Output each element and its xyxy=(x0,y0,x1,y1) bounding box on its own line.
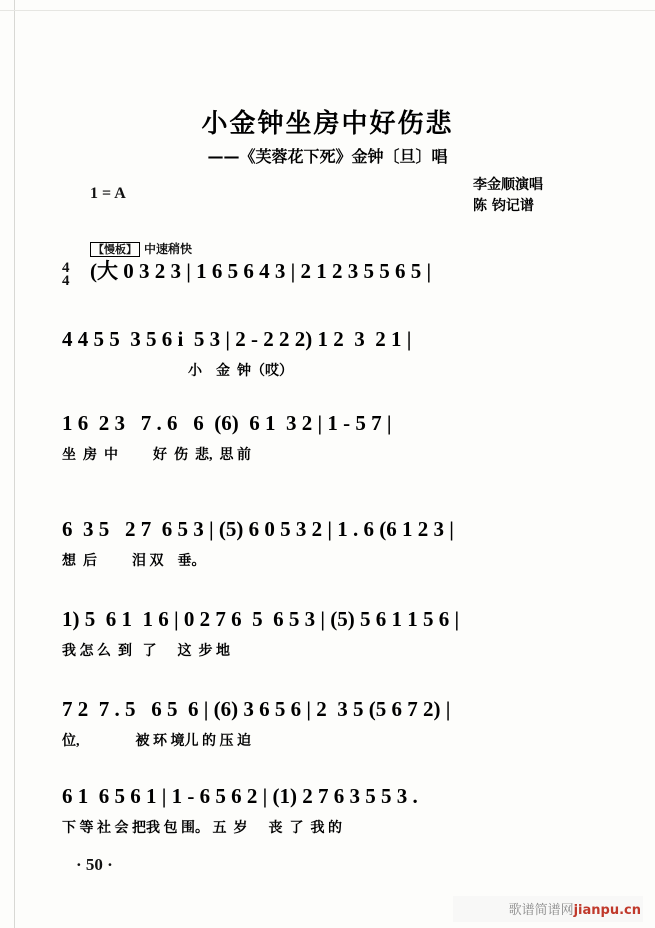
lyrics-line: 下 等 社 会 把我 包 围。 五 岁 丧 了 我 的 xyxy=(62,821,342,836)
music-system-1 xyxy=(90,260,630,292)
page-edge-line-top xyxy=(0,10,655,11)
music-system-6 xyxy=(62,698,602,750)
notation-line: 6 1 6 5 6 1 | 1 - 6 5 6 2 | (1) 2 7 6 3 5 5 3 . xyxy=(62,784,418,808)
page-title: 小金钟坐房中好伤悲 xyxy=(201,109,454,139)
lyrics-line: 小 金 钟（哎） xyxy=(62,364,293,379)
music-system-3 xyxy=(62,412,602,464)
time-signature-numerator: 4 xyxy=(62,260,70,276)
watermark-domain: jianpu.cn xyxy=(573,903,641,918)
notation-line: (大 0 3 2 3 | 1 6 5 6 4 3 | 2 1 2 3 5 5 6 5 | xyxy=(90,259,432,283)
page-subtitle: ——《芙蓉花下死》金钟〔旦〕唱 xyxy=(207,147,448,166)
credits-block xyxy=(473,175,543,217)
music-system-4 xyxy=(62,518,602,570)
lyrics-line: 坐 房 中 好 伤 悲, 思 前 xyxy=(62,448,251,463)
credit-notator: 陈 钧记谱 xyxy=(473,198,534,214)
notation-line: 1) 5 6 1 1 6 | 0 2 7 6 5 6 5 3 | (5) 5 6 1 1 5 6 | xyxy=(62,607,460,631)
watermark xyxy=(509,899,641,918)
music-system-7 xyxy=(62,785,602,837)
watermark-text: 歌谱简谱网 xyxy=(508,903,574,918)
tempo-bracket-label: 【慢板】 xyxy=(90,242,140,257)
notation-line: 4 4 5 5 3 5 6 i 5 3 | 2 - 2 2 2) 1 2 3 2 1 | xyxy=(62,327,412,351)
page-number: · 50 · xyxy=(76,855,113,874)
tempo-marking xyxy=(90,240,192,257)
music-system-2 xyxy=(62,328,602,380)
key-signature: 1 = A xyxy=(90,185,126,202)
notation-line: 6 3 5 2 7 6 5 3 | (5) 6 0 5 3 2 | 1 . 6 (6 1 2 3 | xyxy=(62,517,454,541)
time-signature xyxy=(62,262,70,288)
credit-singer: 李金顺演唱 xyxy=(473,177,543,193)
lyrics-line: 想 后 泪 双 垂。 xyxy=(62,554,206,569)
tempo-text: 中速稍快 xyxy=(144,242,193,256)
lyrics-line: 位, 被 环 境儿 的 压 迫 xyxy=(62,734,251,749)
music-system-5 xyxy=(62,608,602,660)
notation-line: 7 2 7 . 5 6 5 6 | (6) 3 6 5 6 | 2 3 5 (5 6 7 2) | xyxy=(62,697,451,721)
time-signature-denominator: 4 xyxy=(62,273,70,289)
lyrics-line: 我 怎 么 到 了 这 步 地 xyxy=(62,644,230,659)
notation-line: 1 6 2 3 7 . 6 6 (6) 6 1 3 2 | 1 - 5 7 | xyxy=(62,411,392,435)
